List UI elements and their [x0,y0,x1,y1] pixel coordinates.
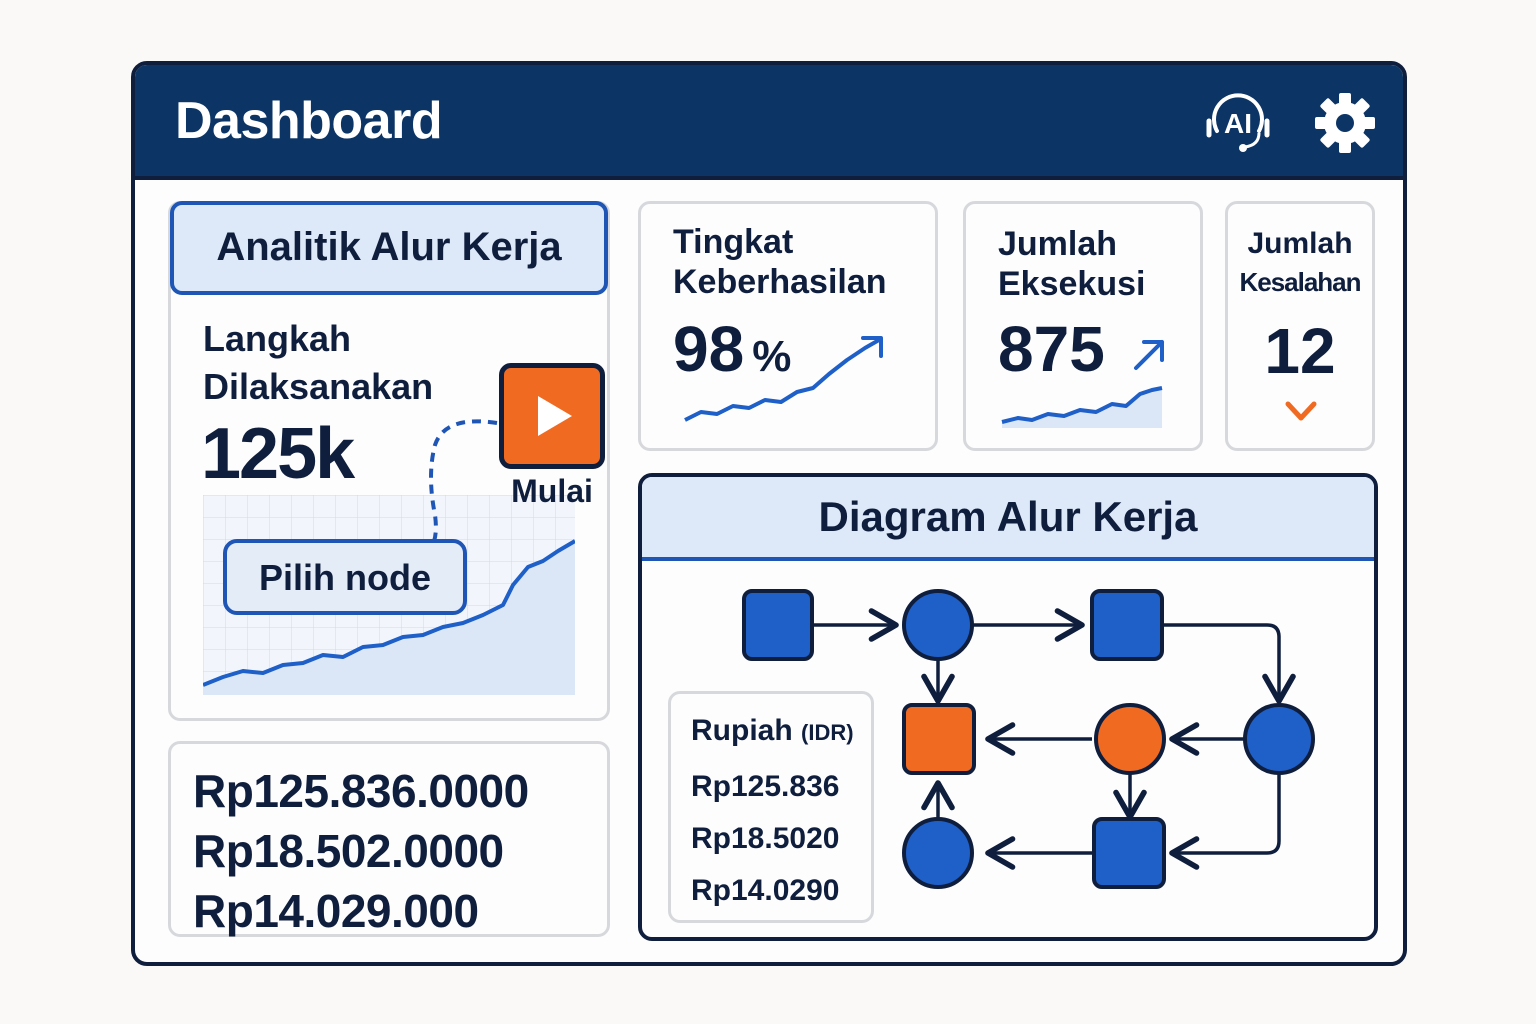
rupiah-title: Rupiah (IDR) [691,714,854,747]
diagram-node-circle-active [1096,705,1164,773]
execution-count-label-line1: Jumlah [998,225,1118,263]
success-rate-card [638,201,938,451]
success-rate-value: 98 % [673,313,792,385]
play-icon [534,394,574,438]
workflow-diagram-title: Diagram Alur Kerja [818,493,1198,540]
start-label: Mulai [511,473,593,509]
start-play-button[interactable] [499,363,605,469]
ai-icon-text: AI [1224,108,1252,139]
diagram-edges [812,625,1279,853]
success-rate-label-line2: Keberhasilan [673,263,887,301]
workflow-diagram-header [642,477,1374,561]
diagram-node-square [744,591,812,659]
page-title: Dashboard [175,92,443,150]
rupiah-summary-card [668,691,874,923]
steps-executed-label: Langkah Dilaksanakan [203,318,434,407]
diagram-node-square [1092,591,1162,659]
error-count-card [1225,201,1375,451]
execution-trend-sparkline [1000,380,1164,428]
dashboard-window [131,61,1407,966]
amount-line-1: Rp125.836.0000 [193,765,529,817]
success-trend-sparkline [681,334,891,430]
diagram-node-circle [904,819,972,887]
gear-icon[interactable] [1313,91,1377,155]
select-node-button[interactable] [223,539,467,615]
rupiah-currency-code: (IDR) [801,720,854,745]
diagram-node-square [1094,819,1164,887]
dashed-connector [425,415,505,555]
success-rate-unit: % [752,332,792,381]
rupiah-value-1: Rp125.836 [691,770,840,803]
error-count-value: 12 [1264,315,1336,387]
error-count-label-line1: Jumlah [1247,227,1353,260]
rupiah-value-2: Rp18.5020 [691,822,840,855]
diagram-node-circle [904,591,972,659]
rupiah-value-3: Rp14.0290 [691,874,840,907]
ai-assistant-icon[interactable] [1203,91,1273,157]
steps-executed-value: 125k [201,414,354,494]
diagram-node-circle [1245,705,1313,773]
title-bar [135,65,1403,180]
amount-summary-card [168,741,610,937]
success-rate-label-line1: Tingkat [673,223,794,261]
execution-count-card [963,201,1203,451]
error-count-label-line2: Kesalahan [1239,267,1361,297]
amount-line-2: Rp18.502.0000 [193,825,504,877]
workflow-diagram-card [638,473,1378,941]
workflow-analytics-title: Analitik Alur Kerja [216,225,562,269]
trend-up-arrow-icon [1130,334,1170,374]
amount-line-3: Rp14.029.000 [193,885,479,937]
workflow-analytics-header [170,201,608,295]
execution-count-value: 875 [998,313,1105,385]
select-node-label: Pilih node [258,557,431,598]
diagram-node-square-active [904,705,974,773]
trend-down-chevron-icon [1284,400,1318,424]
execution-count-label-line2: Eksekusi [998,265,1146,303]
